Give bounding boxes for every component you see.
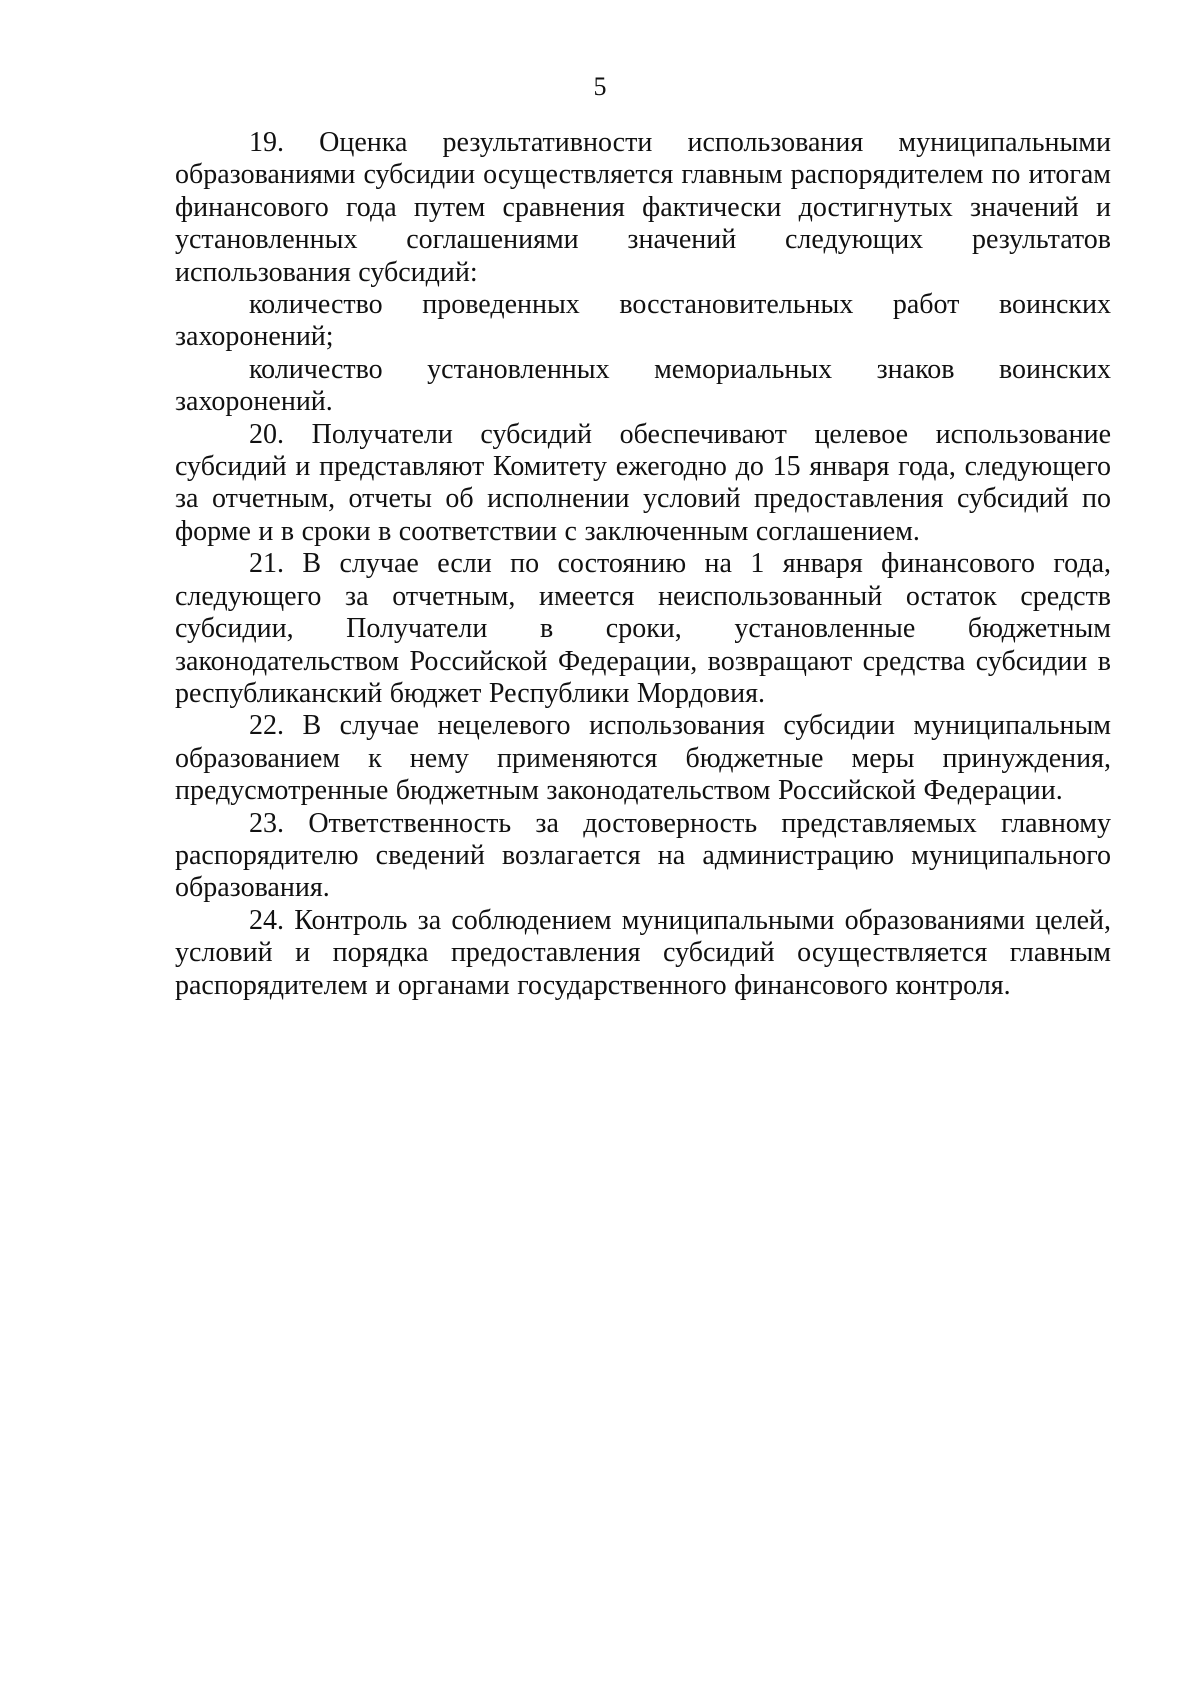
page-number: 5: [593, 72, 607, 101]
document-body: [175, 127, 1111, 1002]
paragraph-21: 21. В случае если по состоянию на 1 января финансового года, следующего за отчетным, имеется неиспользованный остаток средств субсидии, Получатели в сроки, установленные бюджетным законодательством Российской Федерации, возвращают средства субсидии в республиканский бюджет Республики Мордовия.: [175, 548, 1111, 709]
paragraph-20: 20. Получатели субсидий обеспечивают целевое использование субсидий и представляют Комитету ежегодно до 15 января года, следующего за отчетным, отчеты об исполнении условий предоставления субсидий по форме и в сроки в соответствии с заключенным соглашением.: [175, 418, 1111, 547]
paragraph-22: 22. В случае нецелевого использования субсидии муниципальным образованием к нему применяются бюджетные меры принуждения, предусмотренные бюджетным законодательством Российской Федерации.: [175, 710, 1111, 807]
paragraph-23: 23. Ответственность за достоверность представляемых главному распорядителю сведений возлагается на администрацию муниципального образования.: [175, 807, 1111, 904]
list-item-restoration-works: количество проведенных восстановительных работ воинских захоронений;: [175, 289, 1111, 353]
list-item-memorial-signs: количество установленных мемориальных знаков воинских захоронений.: [175, 353, 1111, 418]
paragraph-19: 19. Оценка результативности использования муниципальными образованиями субсидии осуществляется главным распорядителем по итогам финансового года путем сравнения фактически достигнутых значений и установленных соглашениями значений следующих результатов использования субсидий:: [175, 127, 1111, 288]
paragraph-24: 24. Контроль за соблюдением муниципальными образованиями целей, условий и порядка предоставления субсидий осуществляется главным распорядителем и органами государственного финансового контроля.: [175, 904, 1111, 1001]
